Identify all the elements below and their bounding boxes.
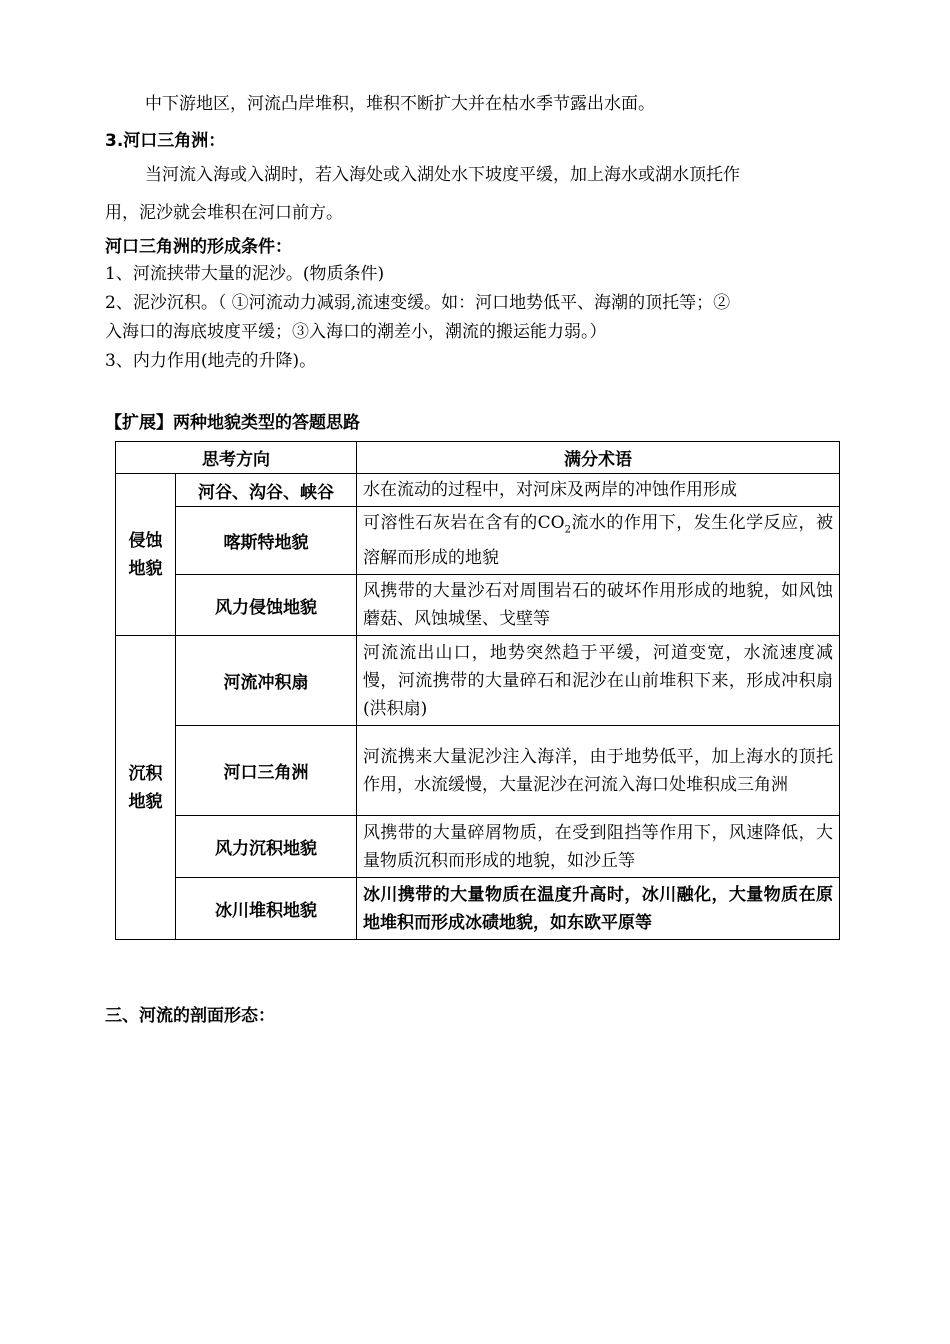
description-cell: 冰川携带的大量物质在温度升高时，冰川融化，大量物质在原地堆积而形成冰碛地貌，如东欧平原等 — [357, 878, 840, 940]
description-cell: 河流流出山口，地势突然趋于平缓，河道变宽，水流速度减慢，河流携带的大量碎石和泥沙在山前堆积下来，形成冲积扇(洪积扇) — [357, 636, 840, 726]
condition-2-line2: 入海口的海底坡度平缓；③入海口的潮差小，潮流的搬运能力弱。） — [105, 322, 607, 342]
heading-delta: 3.河口三角洲： — [105, 131, 226, 151]
subtype-cell: 风力侵蚀地貌 — [176, 575, 357, 636]
subtype-cell: 冰川堆积地貌 — [176, 878, 357, 940]
table-row — [116, 575, 840, 636]
subtype-cell: 喀斯特地貌 — [176, 507, 357, 575]
category-erosion: 侵蚀地貌 — [116, 474, 176, 636]
subtype-cell: 河口三角洲 — [176, 726, 357, 816]
description-cell: 河流携来大量泥沙注入海洋，由于地势低平，加上海水的顶托作用，水流缓慢，大量泥沙在河流入海口处堆积成三角洲 — [357, 726, 840, 816]
landform-table — [115, 441, 840, 940]
paragraph-bar-deposit: 中下游地区，河流凸岸堆积，堆积不断扩大并在枯水季节露出水面。 — [145, 94, 655, 114]
table-header-row — [116, 442, 840, 474]
table-row — [116, 816, 840, 878]
condition-2-line1: 2、泥沙沉积。（ ①河流动力减弱,流速变缓。如：河口地势低平、海潮的顶托等；② — [105, 293, 731, 313]
table-row — [116, 507, 840, 575]
description-cell: 可溶性石灰岩在含有的$CO_2$流水的作用下，发生化学反应，被溶解而形成的地貌 — [357, 507, 840, 575]
description-cell: 水在流动的过程中，对河床及两岸的冲蚀作用形成 — [357, 474, 840, 507]
subtype-cell: 风力沉积地貌 — [176, 816, 357, 878]
header-direction: 思考方向 — [116, 442, 357, 474]
heading-section-3: 三、河流的剖面形态： — [105, 1006, 275, 1026]
paragraph-delta-line1: 当河流入海或入湖时，若入海处或入湖处水下坡度平缓，加上海水或湖水顶托作 — [145, 165, 740, 185]
table-row — [116, 726, 840, 816]
subtype-cell: 河谷、沟谷、峡谷 — [176, 474, 357, 507]
heading-delta-conditions: 河口三角洲的形成条件： — [105, 237, 292, 257]
description-cell: 风携带的大量沙石对周围岩石的破坏作用形成的地貌，如风蚀蘑菇、风蚀城堡、戈壁等 — [357, 575, 840, 636]
condition-1: 1、河流挟带大量的泥沙。(物质条件) — [105, 264, 385, 284]
header-terms: 满分术语 — [357, 442, 840, 474]
heading-extension: 【扩展】两种地貌类型的答题思路 — [105, 413, 360, 433]
condition-3: 3、内力作用(地壳的升降)。 — [105, 351, 317, 371]
description-cell: 风携带的大量碎屑物质，在受到阻挡等作用下，风速降低，大量物质沉积而形成的地貌，如沙丘等 — [357, 816, 840, 878]
table-row — [116, 636, 840, 726]
table-row — [116, 878, 840, 940]
paragraph-delta-line2: 用，泥沙就会堆积在河口前方。 — [105, 203, 343, 223]
category-deposit: 沉积地貌 — [116, 636, 176, 940]
subtype-cell: 河流冲积扇 — [176, 636, 357, 726]
table-row — [116, 474, 840, 507]
